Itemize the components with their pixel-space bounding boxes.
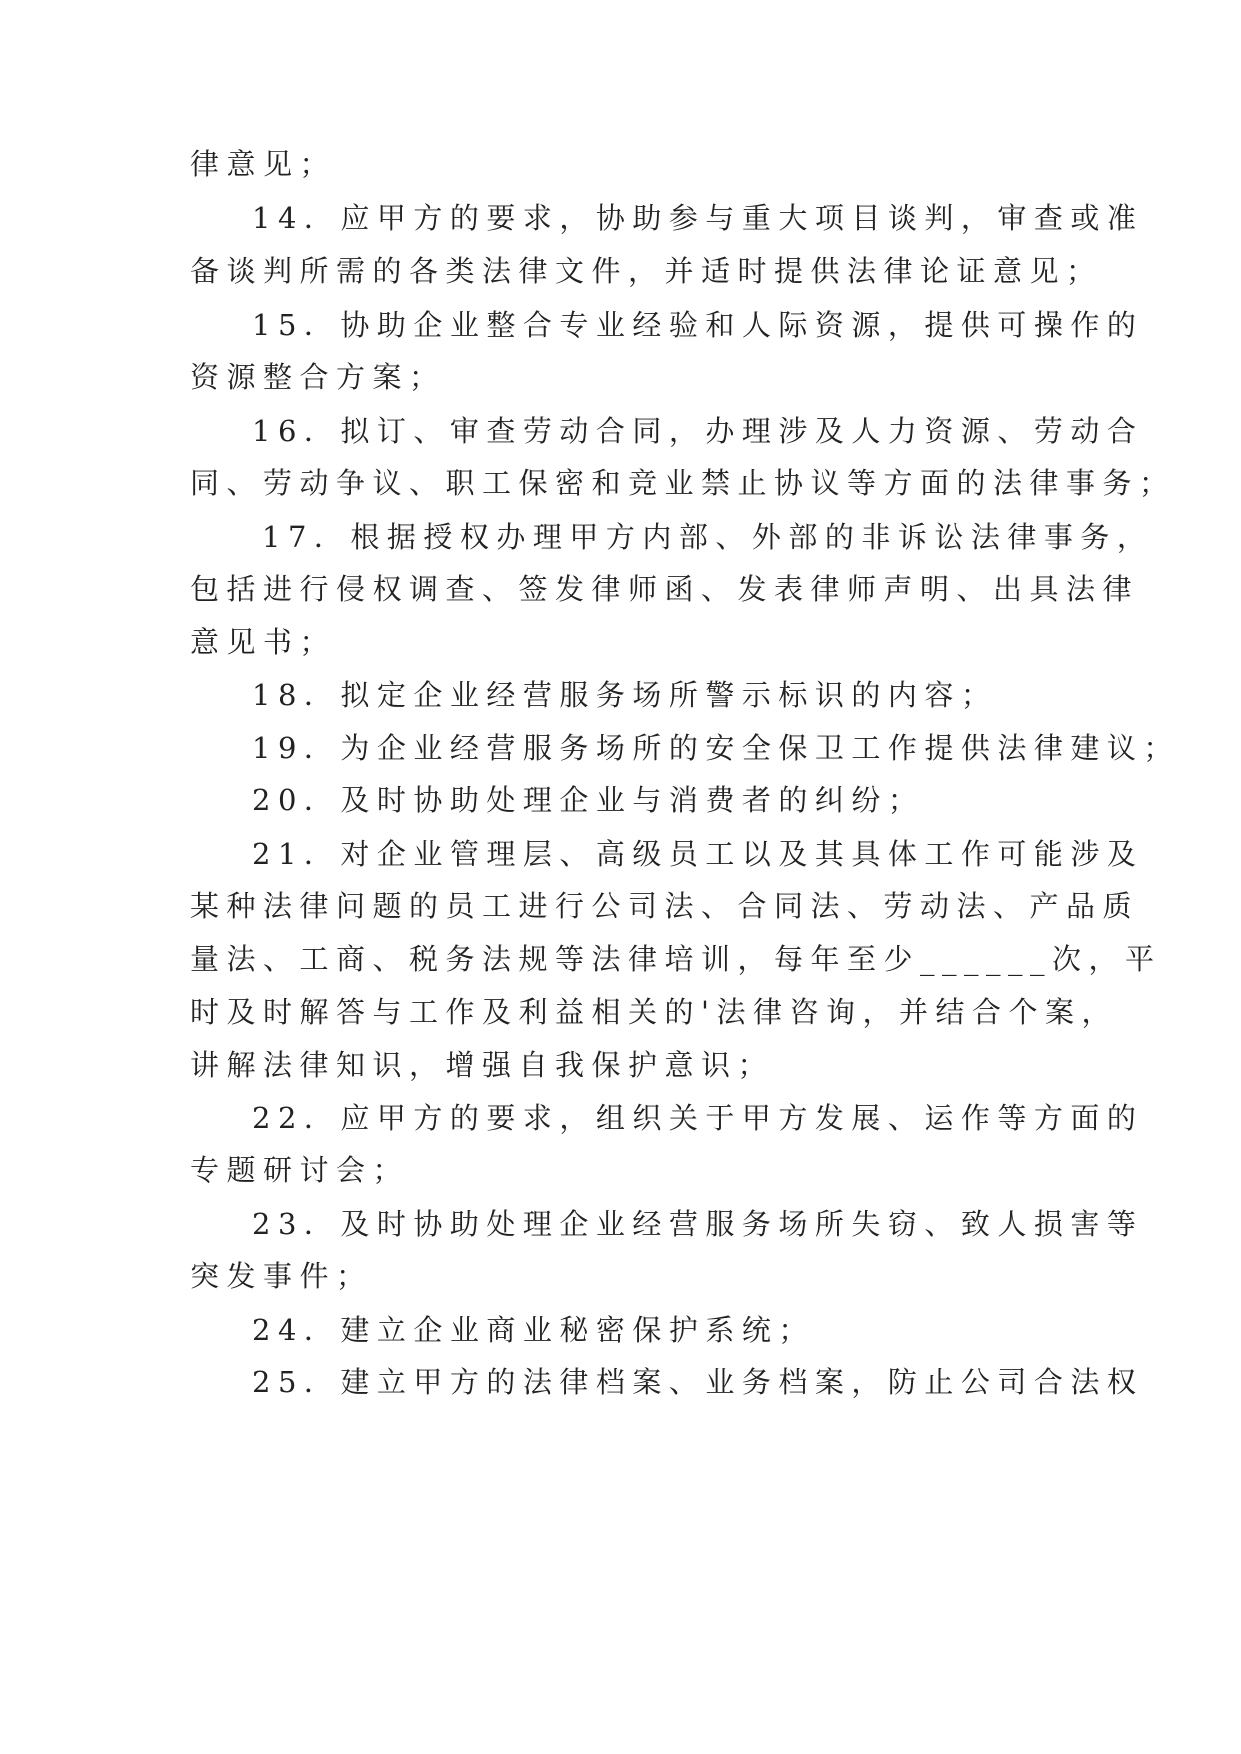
clause-23-line-1: 23．及时协助处理企业经营服务场所失窃、致人损害等 (252, 1207, 1144, 1241)
clause-21-line-2: 某种法律问题的员工进行公司法、合同法、劳动法、产品质 (190, 889, 1140, 923)
clause-16-line-2: 同、劳动争议、职工保密和竞业禁止协议等方面的法律事务； (190, 466, 1176, 500)
clause-17-line-1: 17．根据授权办理甲方内部、外部的非诉讼法律事务， (262, 520, 1154, 554)
clause-21-line-4: 时及时解答与工作及利益相关的'法律咨询，并结合个案， (190, 995, 1118, 1029)
clause-14-line-1: 14．应甲方的要求，协助参与重大项目谈判，审查或准 (252, 201, 1144, 235)
clause-14-line-2: 备谈判所需的各类法律文件，并适时提供法律论证意见； (190, 254, 1103, 288)
clause-17-line-2: 包括进行侵权调查、签发律师函、发表律师声明、出具法律 (190, 572, 1140, 606)
clause-23-line-2: 突发事件； (190, 1259, 373, 1293)
clause-15-line-1: 15．协助企业整合专业经验和人际资源，提供可操作的 (252, 308, 1144, 342)
clause-25-line-1: 25．建立甲方的法律档案、业务档案，防止公司合法权 (252, 1365, 1144, 1399)
clause-20-line-1: 20．及时协助处理企业与消费者的纠纷； (252, 783, 925, 817)
clause-17-line-3: 意见书； (190, 625, 337, 659)
clause-21-line-3: 量法、工商、税务法规等法律培训，每年至少______次，平 (190, 942, 1162, 976)
clause-15-line-2: 资源整合方案； (190, 360, 446, 394)
clause-21-line-5: 讲解法律知识，增强自我保护意识； (190, 1048, 775, 1082)
clause-19-line-1: 19．为企业经营服务场所的安全保卫工作提供法律建议； (252, 731, 1180, 765)
clause-18-line-1: 18．拟定企业经营服务场所警示标识的内容； (252, 678, 998, 712)
clause-21-line-1: 21．对企业管理层、高级员工以及其具体工作可能涉及 (252, 837, 1144, 871)
clause-22-line-2: 专题研讨会； (190, 1153, 410, 1187)
clause-24-line-1: 24．建立企业商业秘密保护系统； (252, 1313, 815, 1347)
clause-22-line-1: 22．应甲方的要求，组织关于甲方发展、运作等方面的 (252, 1101, 1144, 1135)
text-line: 律意见； (190, 147, 337, 181)
clause-16-line-1: 16．拟订、审查劳动合同，办理涉及人力资源、劳动合 (252, 414, 1144, 448)
